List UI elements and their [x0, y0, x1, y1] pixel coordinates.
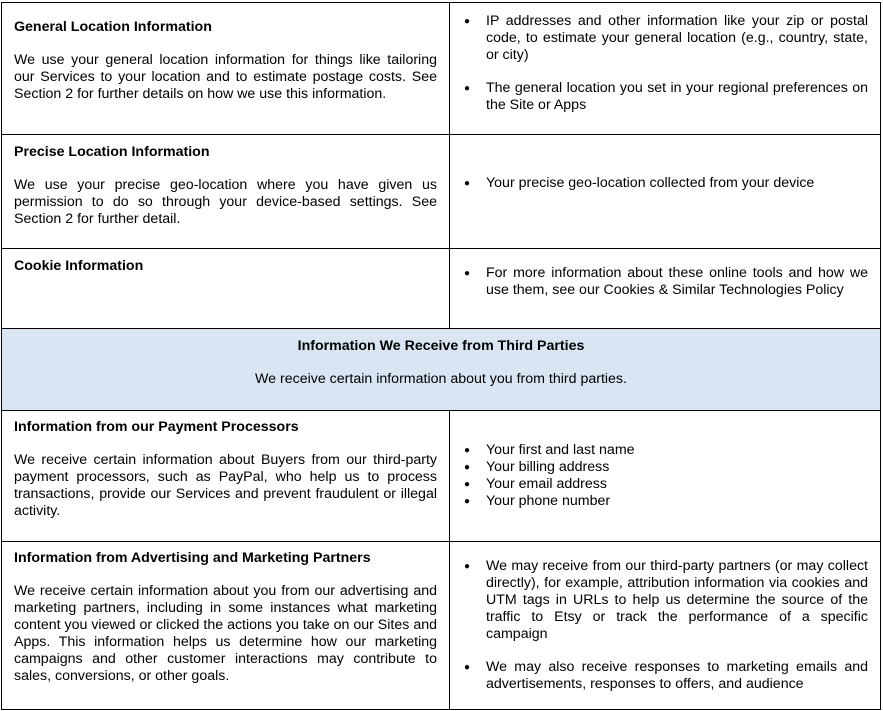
details-cell: [450, 249, 881, 329]
list-item: ● Your precise geo-location collected from your device: [462, 175, 868, 192]
row-heading: Precise Location Information: [14, 144, 210, 160]
details-cell: [450, 411, 881, 542]
list-item: ● IP addresses and other information like your zip or postal code, to estimate your general location (e.g., country, state, or city): [462, 13, 868, 64]
table-row: [2, 249, 881, 329]
category-cell: [2, 542, 450, 710]
category-cell: [2, 3, 450, 135]
list-item: ● Your billing address: [462, 459, 868, 476]
row-heading: Information from Advertising and Marketing Partners: [14, 550, 371, 566]
category-cell: [2, 411, 450, 542]
details-list: [462, 442, 868, 510]
list-item: ● We may receive from our third-party partners (or may collect directly), for example, attribution information via cookies and UTM tags in URLs to help us determine the source of the traffic to Etsy or track the performance of a specific campaign: [462, 558, 868, 643]
table-row: [2, 411, 881, 542]
list-item: ● Your email address: [462, 476, 868, 493]
table-row: [2, 542, 881, 710]
table-row: [2, 3, 881, 135]
details-list: [462, 13, 868, 114]
info-table: [1, 2, 881, 710]
row-description: We receive certain information about you from our advertising and marketing partners, including in some instances what marketing content you viewed or clicked the actions you take on our Sites and Apps. This information helps us determine how our marketing campaigns and other customer interactions may contribute to sales, conversions, or other goals.: [14, 583, 437, 684]
details-cell: [450, 542, 881, 710]
category-cell: [2, 135, 450, 249]
details-list: [462, 175, 868, 192]
details-list: [462, 265, 868, 299]
list-item: ● Your phone number: [462, 493, 868, 510]
list-item: ● For more information about these online tools and how we use them, see our Cookies & Similar Technologies Policy: [462, 265, 868, 299]
details-list: [462, 558, 868, 693]
category-cell: [2, 249, 450, 329]
section-title: Information We Receive from Third Parties: [297, 338, 585, 354]
row-heading: Cookie Information: [14, 258, 144, 274]
row-description: We use your precise geo-location where you have given us permission to do so through your device-based settings. See Section 2 for further detail.: [14, 177, 437, 227]
table-row: [2, 135, 881, 249]
details-cell: [450, 135, 881, 249]
row-heading: Information from our Payment Processors: [14, 419, 299, 435]
row-description: We receive certain information about Buyers from our third-party payment processors, such as PayPal, who help us to process transactions, provide our Services and prevent fraudulent or illegal activity.: [14, 452, 437, 519]
section-text: We receive certain information about you from third parties.: [255, 371, 627, 387]
section-band: [2, 329, 881, 411]
section-band-cell: [2, 329, 881, 411]
list-item: ● Your first and last name: [462, 442, 868, 459]
row-description: We use your general location information for things like tailoring our Services to your location and to estimate postage costs. See Section 2 for further details on how we use this information.: [14, 52, 437, 102]
row-heading: General Location Information: [14, 19, 212, 35]
list-item: ● We may also receive responses to marketing emails and advertisements, responses to offers, and audience: [462, 659, 868, 693]
list-item: ● The general location you set in your regional preferences on the Site or Apps: [462, 80, 868, 114]
details-cell: [450, 3, 881, 135]
